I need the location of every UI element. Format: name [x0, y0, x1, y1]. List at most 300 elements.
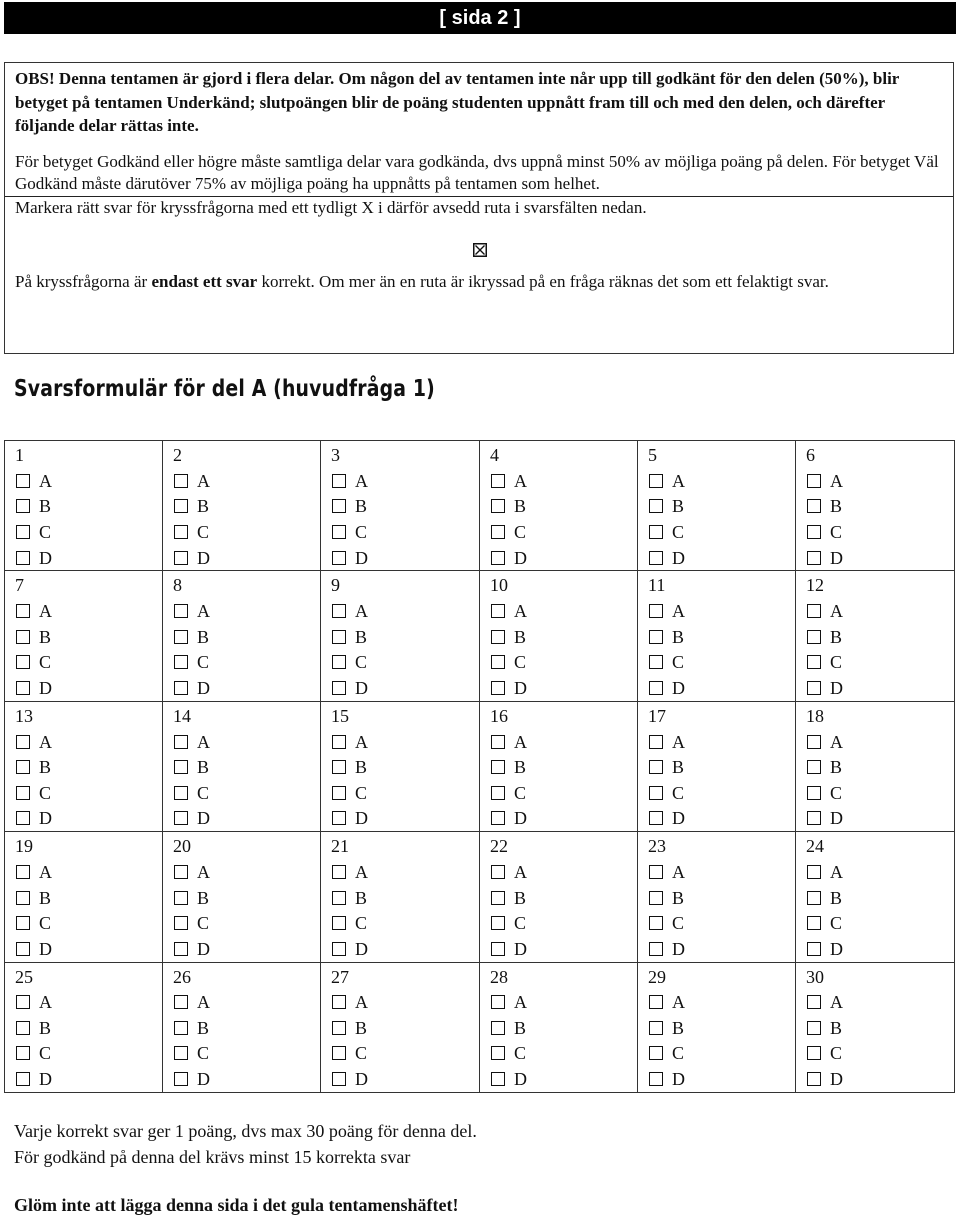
answer-option[interactable] [15, 598, 162, 624]
question-number: 4 [490, 445, 499, 465]
checkbox-icon[interactable] [649, 655, 663, 669]
checkbox-icon[interactable] [332, 891, 346, 905]
option-label: C [514, 652, 527, 673]
checkbox-icon[interactable] [491, 942, 505, 956]
checkbox-icon[interactable] [174, 735, 188, 749]
answer-option[interactable] [173, 729, 320, 755]
question-number: 17 [648, 705, 666, 726]
answer-option[interactable] [648, 468, 795, 494]
checkbox-icon[interactable] [649, 891, 663, 905]
answer-option[interactable] [15, 936, 162, 962]
question-cell [321, 701, 480, 831]
option-label: A [39, 601, 52, 622]
answer-option[interactable] [173, 675, 320, 701]
answer-option[interactable] [15, 806, 162, 832]
answer-option[interactable] [173, 885, 320, 911]
option-label: C [355, 913, 368, 934]
answer-option[interactable] [648, 729, 795, 755]
option-label: A [355, 470, 368, 491]
answer-option[interactable] [173, 519, 320, 545]
checkbox-icon[interactable] [491, 525, 505, 539]
submission-reminder: Glöm inte att lägga denna sida i det gula tentamenshäftet! [14, 1195, 459, 1215]
checkbox-icon[interactable] [491, 786, 505, 800]
checkbox-icon[interactable] [491, 891, 505, 905]
checkbox-icon[interactable] [16, 942, 30, 956]
answer-option[interactable] [15, 624, 162, 650]
answer-option[interactable] [490, 494, 637, 520]
checkbox-icon[interactable] [491, 1046, 505, 1060]
answer-option[interactable] [15, 675, 162, 701]
question-number: 13 [15, 705, 33, 726]
option-label: A [830, 601, 843, 622]
points-info: Varje korrekt svar ger 1 poäng, dvs max 30 poäng för denna del. [14, 1121, 477, 1141]
answer-option[interactable] [806, 910, 954, 936]
checkbox-icon[interactable] [16, 811, 30, 825]
checkbox-icon[interactable] [807, 760, 821, 774]
checkbox-icon[interactable] [491, 865, 505, 879]
question-cell [5, 571, 163, 701]
answer-option[interactable] [648, 1041, 795, 1067]
checkbox-icon[interactable] [16, 604, 30, 618]
checkbox-icon[interactable] [174, 474, 188, 488]
checkbox-icon[interactable] [491, 1072, 505, 1086]
checkbox-icon[interactable] [491, 735, 505, 749]
answer-option[interactable] [490, 885, 637, 911]
answer-option[interactable] [173, 1066, 320, 1092]
checkbox-icon[interactable] [649, 735, 663, 749]
answer-option[interactable] [490, 729, 637, 755]
checkbox-icon[interactable] [649, 630, 663, 644]
answer-option[interactable] [648, 598, 795, 624]
checkbox-icon[interactable] [16, 865, 30, 879]
checkbox-icon[interactable] [332, 865, 346, 879]
checkbox-icon[interactable] [332, 916, 346, 930]
answer-option[interactable] [15, 494, 162, 520]
checkbox-icon[interactable] [332, 942, 346, 956]
checkbox-icon[interactable] [649, 916, 663, 930]
answer-option[interactable] [490, 468, 637, 494]
option-label: A [355, 731, 368, 752]
checkbox-icon[interactable] [16, 525, 30, 539]
checkbox-icon[interactable] [491, 760, 505, 774]
option-label: D [39, 808, 52, 829]
checkbox-icon[interactable] [16, 1046, 30, 1060]
checkbox-icon[interactable] [649, 1046, 663, 1060]
answer-option[interactable] [490, 650, 637, 676]
answer-option[interactable] [806, 1015, 954, 1041]
checkbox-icon[interactable] [16, 1072, 30, 1086]
checkbox-icon[interactable] [491, 681, 505, 695]
option-label: D [514, 1069, 527, 1090]
question-cell [796, 441, 955, 571]
option-label: A [39, 861, 52, 882]
checkbox-icon[interactable] [16, 760, 30, 774]
question-cell [796, 832, 955, 962]
checkbox-icon[interactable] [807, 811, 821, 825]
checkbox-icon[interactable] [491, 499, 505, 513]
answer-option[interactable] [806, 806, 954, 832]
checkbox-icon[interactable] [807, 655, 821, 669]
checkbox-icon[interactable] [491, 916, 505, 930]
answer-option[interactable] [173, 910, 320, 936]
question-number: 15 [331, 705, 349, 726]
answer-option[interactable] [173, 780, 320, 806]
answer-option[interactable] [331, 859, 479, 885]
answer-option[interactable] [173, 624, 320, 650]
checkbox-icon[interactable] [807, 786, 821, 800]
checkbox-icon[interactable] [174, 499, 188, 513]
checkbox-icon[interactable] [491, 474, 505, 488]
answer-option[interactable] [648, 650, 795, 676]
answer-option[interactable] [331, 936, 479, 962]
checkbox-icon[interactable] [649, 786, 663, 800]
answer-option[interactable] [331, 519, 479, 545]
checkbox-icon[interactable] [16, 655, 30, 669]
question-cell [5, 441, 163, 571]
checkbox-icon[interactable] [491, 1021, 505, 1035]
checkbox-icon[interactable] [807, 1021, 821, 1035]
answer-option[interactable] [806, 598, 954, 624]
checkbox-icon[interactable] [807, 499, 821, 513]
answer-option[interactable] [15, 859, 162, 885]
question-cell [5, 701, 163, 831]
checkbox-icon[interactable] [491, 995, 505, 1009]
answer-option[interactable] [331, 1015, 479, 1041]
answer-option[interactable] [806, 859, 954, 885]
answer-option[interactable] [331, 494, 479, 520]
question-number: 28 [490, 966, 508, 987]
answer-option[interactable] [806, 754, 954, 780]
answer-option[interactable] [806, 468, 954, 494]
checkbox-icon[interactable] [807, 474, 821, 488]
checkbox-icon[interactable] [174, 655, 188, 669]
answer-option[interactable] [806, 1041, 954, 1067]
answer-option[interactable] [806, 519, 954, 545]
checkbox-icon[interactable] [16, 786, 30, 800]
checkbox-icon[interactable] [174, 1046, 188, 1060]
answer-option[interactable] [648, 936, 795, 962]
checkbox-icon[interactable] [649, 760, 663, 774]
option-label: D [39, 938, 52, 959]
answer-option[interactable] [490, 545, 637, 571]
answer-option[interactable] [331, 910, 479, 936]
checkbox-icon[interactable] [174, 995, 188, 1009]
checkbox-icon[interactable] [174, 811, 188, 825]
option-label: A [830, 731, 843, 752]
checkbox-icon[interactable] [16, 499, 30, 513]
option-label: A [672, 992, 685, 1013]
checkbox-icon[interactable] [649, 681, 663, 695]
answer-option[interactable] [490, 1066, 637, 1092]
checkbox-icon[interactable] [491, 630, 505, 644]
answer-option[interactable] [331, 990, 479, 1016]
option-label: B [672, 496, 685, 517]
checkbox-icon[interactable] [807, 551, 821, 565]
answer-option[interactable] [490, 598, 637, 624]
answer-option[interactable] [490, 806, 637, 832]
question-number: 9 [331, 575, 340, 596]
answer-option[interactable] [806, 650, 954, 676]
answer-option[interactable] [331, 650, 479, 676]
answer-option[interactable] [15, 754, 162, 780]
checkbox-icon[interactable] [16, 630, 30, 644]
answer-option[interactable] [648, 754, 795, 780]
checkbox-icon[interactable] [16, 474, 30, 488]
checkbox-icon[interactable] [174, 786, 188, 800]
checkbox-icon[interactable] [174, 604, 188, 618]
checkbox-icon[interactable] [332, 1021, 346, 1035]
answer-option[interactable] [490, 990, 637, 1016]
option-label: D [830, 938, 843, 959]
answer-option[interactable] [648, 780, 795, 806]
checkbox-icon[interactable] [807, 916, 821, 930]
checked-box-example-icon [473, 243, 487, 257]
answer-option[interactable] [15, 468, 162, 494]
checkbox-icon[interactable] [807, 604, 821, 618]
checkbox-icon[interactable] [491, 551, 505, 565]
option-label: C [514, 782, 527, 803]
checkbox-icon[interactable] [174, 1072, 188, 1086]
checkbox-icon[interactable] [807, 1072, 821, 1086]
answer-option[interactable] [806, 780, 954, 806]
checkbox-icon[interactable] [491, 655, 505, 669]
question-cell [163, 832, 321, 962]
answer-option[interactable] [173, 859, 320, 885]
checkbox-icon[interactable] [649, 604, 663, 618]
answer-option[interactable] [490, 519, 637, 545]
option-label: B [672, 626, 685, 647]
option-label: D [514, 547, 527, 568]
answer-option[interactable] [331, 806, 479, 832]
answer-option[interactable] [173, 1015, 320, 1041]
checkbox-icon[interactable] [332, 811, 346, 825]
checkbox-icon[interactable] [174, 942, 188, 956]
checkbox-icon[interactable] [332, 525, 346, 539]
checkbox-icon[interactable] [332, 735, 346, 749]
answer-option[interactable] [15, 729, 162, 755]
checkbox-icon[interactable] [332, 630, 346, 644]
checkbox-icon[interactable] [649, 942, 663, 956]
answer-option[interactable] [15, 990, 162, 1016]
answer-option[interactable] [648, 519, 795, 545]
checkbox-icon[interactable] [174, 916, 188, 930]
answer-option[interactable] [490, 624, 637, 650]
answer-option[interactable] [173, 545, 320, 571]
answer-grid-row [5, 441, 955, 571]
answer-option[interactable] [806, 885, 954, 911]
answer-option[interactable] [490, 859, 637, 885]
answer-option[interactable] [648, 990, 795, 1016]
answer-option[interactable] [331, 754, 479, 780]
question-cell [321, 571, 480, 701]
answer-option[interactable] [806, 675, 954, 701]
answer-option[interactable] [173, 598, 320, 624]
answer-option[interactable] [648, 675, 795, 701]
option-label: C [672, 521, 685, 542]
answer-option[interactable] [15, 910, 162, 936]
answer-option[interactable] [331, 675, 479, 701]
answer-option[interactable] [490, 1041, 637, 1067]
question-number: 24 [806, 836, 824, 857]
checkbox-icon[interactable] [807, 1046, 821, 1060]
checkbox-icon[interactable] [174, 551, 188, 565]
option-label: D [514, 677, 527, 698]
answer-option[interactable] [648, 910, 795, 936]
answer-option[interactable] [15, 650, 162, 676]
answer-option[interactable] [806, 936, 954, 962]
answer-option[interactable] [331, 1066, 479, 1092]
answer-option[interactable] [15, 780, 162, 806]
option-label: C [514, 521, 527, 542]
option-label: B [197, 757, 210, 778]
answer-option[interactable] [490, 675, 637, 701]
answer-option[interactable] [490, 754, 637, 780]
answer-option[interactable] [173, 494, 320, 520]
checkbox-icon[interactable] [807, 630, 821, 644]
checkbox-icon[interactable] [332, 1046, 346, 1060]
checkbox-icon[interactable] [649, 865, 663, 879]
page-header-bar [4, 2, 956, 34]
checkbox-icon[interactable] [807, 891, 821, 905]
answer-option[interactable] [173, 1041, 320, 1067]
answer-option[interactable] [173, 754, 320, 780]
answer-option[interactable] [331, 1041, 479, 1067]
checkbox-icon[interactable] [16, 735, 30, 749]
answer-option[interactable] [173, 936, 320, 962]
answer-option[interactable] [648, 859, 795, 885]
checkbox-icon[interactable] [174, 630, 188, 644]
option-label: D [39, 677, 52, 698]
question-number: 2 [173, 445, 182, 465]
answer-option[interactable] [490, 780, 637, 806]
answer-option[interactable] [331, 545, 479, 571]
checkbox-icon[interactable] [807, 865, 821, 879]
answer-option[interactable] [490, 910, 637, 936]
answer-option[interactable] [15, 1066, 162, 1092]
answer-option[interactable] [648, 494, 795, 520]
option-label: C [39, 521, 52, 542]
answer-option[interactable] [15, 1015, 162, 1041]
checkbox-icon[interactable] [332, 551, 346, 565]
question-number: 11 [648, 575, 666, 596]
checkbox-icon[interactable] [332, 760, 346, 774]
checkbox-icon[interactable] [491, 811, 505, 825]
answer-option[interactable] [331, 780, 479, 806]
option-label: D [514, 938, 527, 959]
checkbox-icon[interactable] [174, 681, 188, 695]
answer-option[interactable] [173, 990, 320, 1016]
checkbox-icon[interactable] [807, 681, 821, 695]
checkbox-icon[interactable] [649, 995, 663, 1009]
checkbox-icon[interactable] [649, 1021, 663, 1035]
checkbox-icon[interactable] [649, 525, 663, 539]
checkbox-icon[interactable] [16, 551, 30, 565]
checkbox-icon[interactable] [174, 525, 188, 539]
option-label: C [197, 782, 210, 803]
answer-option[interactable] [806, 624, 954, 650]
answer-option[interactable] [331, 729, 479, 755]
checkbox-icon[interactable] [16, 681, 30, 695]
exam-parts-notice: OBS! Denna tentamen är gjord i flera delar. Om någon del av tentamen inte når upp till godkänt för den delen (50%), blir betyget på tentamen Underkänd; slutpoängen blir de poäng studenten uppnått fram till och med den delen, och därefter följande delar rättas inte. [15, 69, 900, 135]
answer-option[interactable] [648, 806, 795, 832]
option-label: C [39, 1043, 52, 1064]
checkbox-icon[interactable] [16, 995, 30, 1009]
checkbox-icon[interactable] [807, 995, 821, 1009]
answer-option[interactable] [173, 468, 320, 494]
option-label: D [355, 808, 368, 829]
checkbox-icon[interactable] [174, 891, 188, 905]
answer-option[interactable] [15, 1041, 162, 1067]
answer-option[interactable] [331, 885, 479, 911]
option-label: A [830, 861, 843, 882]
checkbox-icon[interactable] [649, 551, 663, 565]
answer-option[interactable] [331, 598, 479, 624]
option-label: B [355, 1017, 368, 1038]
answer-option[interactable] [15, 545, 162, 571]
answer-option[interactable] [648, 545, 795, 571]
checkbox-icon[interactable] [649, 499, 663, 513]
answer-option[interactable] [15, 519, 162, 545]
answer-option[interactable] [806, 545, 954, 571]
checkbox-icon[interactable] [491, 604, 505, 618]
checkbox-icon[interactable] [332, 995, 346, 1009]
answer-option[interactable] [806, 729, 954, 755]
checkbox-icon[interactable] [332, 655, 346, 669]
answer-option[interactable] [490, 1015, 637, 1041]
checkbox-icon[interactable] [649, 474, 663, 488]
answer-option[interactable] [331, 624, 479, 650]
checkbox-icon[interactable] [332, 604, 346, 618]
option-label: A [355, 861, 368, 882]
checkbox-icon[interactable] [174, 1021, 188, 1035]
checkbox-icon[interactable] [332, 681, 346, 695]
question-cell [796, 962, 955, 1092]
question-number: 18 [806, 705, 824, 726]
checkbox-icon[interactable] [16, 916, 30, 930]
checkbox-icon[interactable] [807, 525, 821, 539]
checkbox-icon[interactable] [16, 1021, 30, 1035]
checkbox-icon[interactable] [16, 891, 30, 905]
checkbox-icon[interactable] [332, 474, 346, 488]
checkbox-icon[interactable] [649, 1072, 663, 1086]
answer-option[interactable] [15, 885, 162, 911]
answer-option[interactable] [173, 806, 320, 832]
option-label: B [830, 626, 843, 647]
checkbox-icon[interactable] [649, 811, 663, 825]
checkbox-icon[interactable] [332, 1072, 346, 1086]
option-label: A [672, 731, 685, 752]
answer-option[interactable] [648, 1066, 795, 1092]
answer-option[interactable] [648, 624, 795, 650]
option-label: C [355, 782, 368, 803]
checkbox-icon[interactable] [174, 865, 188, 879]
answer-option[interactable] [806, 990, 954, 1016]
checkbox-icon[interactable] [174, 760, 188, 774]
answer-option[interactable] [331, 468, 479, 494]
checkbox-icon[interactable] [807, 942, 821, 956]
checkbox-icon[interactable] [332, 499, 346, 513]
answer-option[interactable] [648, 1015, 795, 1041]
option-label: D [355, 1069, 368, 1090]
checkbox-icon[interactable] [332, 786, 346, 800]
answer-option[interactable] [173, 650, 320, 676]
answer-option[interactable] [490, 936, 637, 962]
answer-option[interactable] [648, 885, 795, 911]
answer-option[interactable] [806, 494, 954, 520]
answer-option[interactable] [806, 1066, 954, 1092]
checkbox-icon[interactable] [807, 735, 821, 749]
question-cell [163, 571, 321, 701]
